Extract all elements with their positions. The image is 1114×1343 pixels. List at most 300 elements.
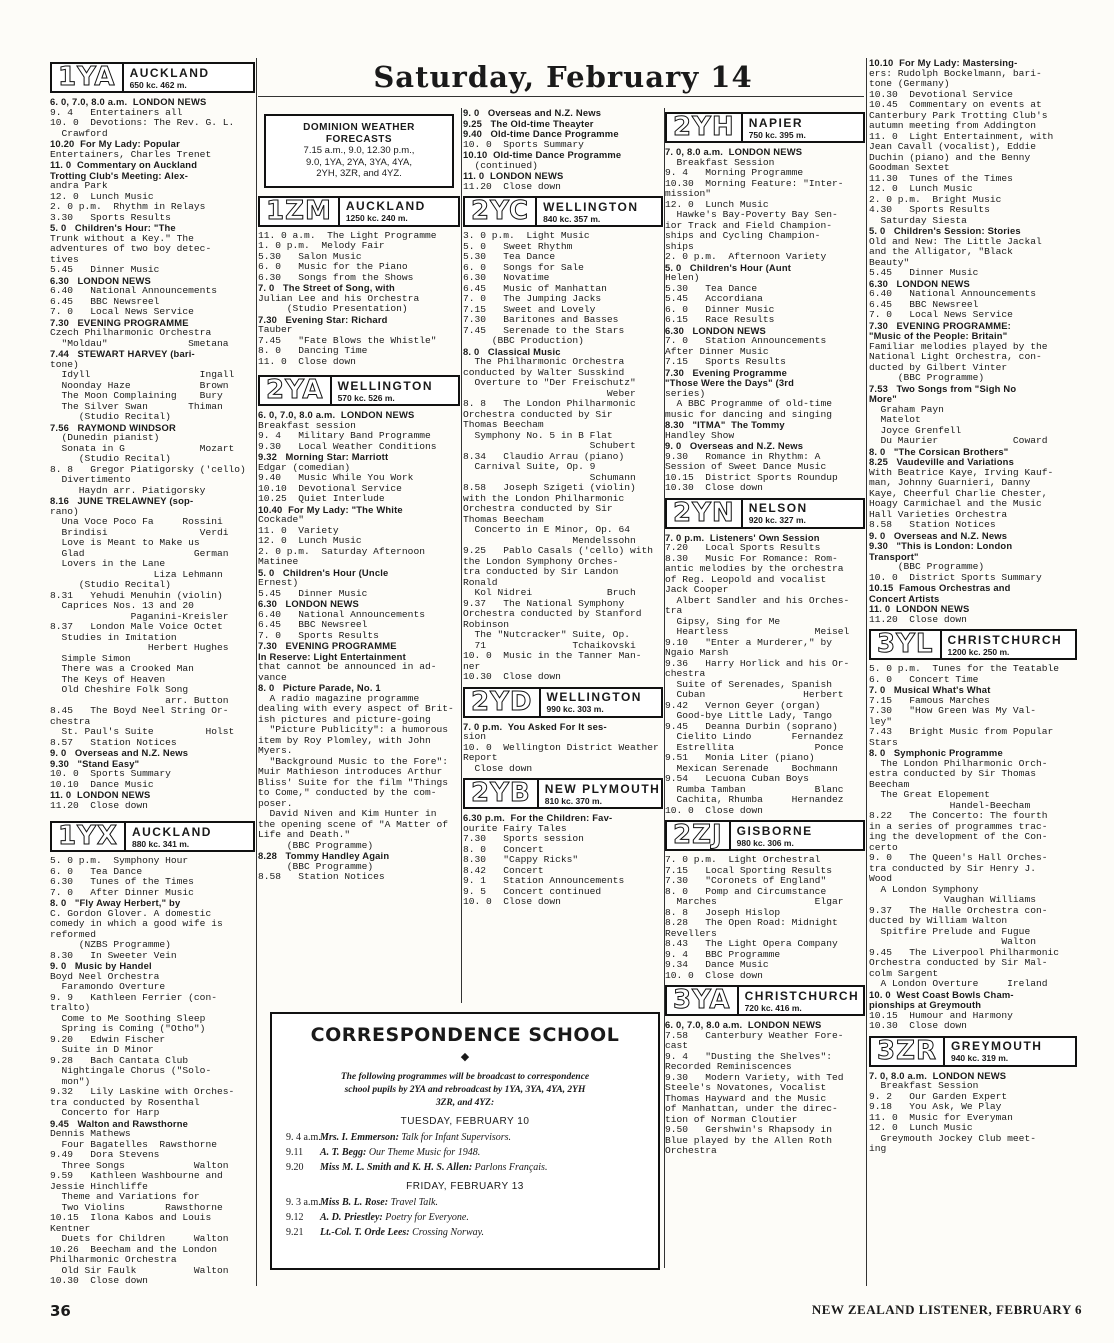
listing-line: 2. 0 p.m. Rhythm in Relays [50,202,206,212]
listing-line: Caprices Nos. 13 and 20 [50,601,194,611]
listing-line: Orchestra conducted by Sir [463,504,613,514]
schedule-2yn [665,533,865,817]
listing-line: Entertainers, Charles Trenet [50,149,212,160]
listing-line: 9.54 Lecuona Cuban Boys [665,774,809,784]
listing-line: (NZBS Programme) [50,940,171,950]
listing-line: 9.30 Local Weather Conditions [258,441,437,452]
station-header-2yd [463,687,663,718]
listing-line: 6. 0, 7.0, 8.0 a.m. LONDON NEWS [665,1020,822,1030]
listing-line: 9.37 The Halle Orchestra con- [869,905,1048,916]
column-5 [869,58,1077,1155]
listing-line: 11.20 Close down [869,614,967,625]
listing-line: tion of Norman Cloutier [665,1114,798,1125]
cs-day-heading: TUESDAY, FEBRUARY 10 [400,1116,530,1127]
listing-line: Philharmonic Orchestra [50,1255,177,1265]
listing-line: 7. 0 Local News Service [869,310,1013,320]
listing-line: 6. 0 Music for the Piano [258,262,408,272]
listing-line: 7.30 "Coronets of England" [665,876,827,886]
listing-line: music for dancing and singing [665,409,832,420]
listing-line: Life and Death." [258,830,351,840]
listing-line: (BBC Production) [463,336,584,346]
listing-line: Marches Elgar [665,897,844,907]
listing-line: 5.30 Tea Dance [463,252,556,262]
station-call-sign: 2YB [465,780,539,807]
listing-line: ers: Rudolph Bockelmann, bari- [869,68,1042,79]
listing-line: vance [258,672,287,683]
listing-line: sion [463,732,487,742]
listing-line: Report [463,753,498,763]
listing-line: The Philharmonic Orchestra [463,357,625,367]
listing-line: 9.25 The Old-time Theayter [463,118,594,129]
listing-line: 8.30 "ITMA" The Tommy [665,420,785,430]
listing-line: 7.53 Two Songs from "Sigh No [869,383,1017,394]
column-1 [50,58,255,1287]
listing-line: Mexican Serenade Bochmann [665,763,838,774]
cs-item-time: 9. 4 a.m. [286,1132,321,1143]
listing-line: autumn meeting from Addington [869,121,1036,131]
listing-line: that cannot be announced in ad- [258,662,437,672]
listing-line: "Picture Publicity": a humorous [258,725,448,735]
listing-line: estra conducted by Sir Thomas [869,769,1036,779]
listing-line: adventures of two boy detec- [50,244,212,254]
cs-item [286,1210,644,1225]
schedule-2yh [665,147,865,494]
listing-line: Hawke's Bay-Poverty Bay Sen- [665,210,838,220]
station-header-2yc [463,196,663,227]
listing-line: 10. 0 Wellington District Weather [463,742,659,753]
listing-line: National Light Orchestra, con- [869,352,1042,362]
listing-line: 8. 0 Concert [463,844,544,855]
listing-line: pionships at Greymouth [869,1000,982,1010]
listing-line: Concerto for Harp [50,1108,160,1118]
listing-line: Suite in D Minor [50,1045,154,1055]
listing-line: 8.58 Joseph Szigeti (violin) [463,483,636,493]
listing-line: 7.15 Famous Marches [869,695,990,706]
listing-line: (Studio Presentation) [258,304,408,314]
listing-line: Handley Show [665,430,735,441]
listing-line: Ernest) [258,578,299,588]
diamond-icon: ◆ [460,1051,470,1063]
listing-line: In Reserve: Light Entertainment [258,651,406,662]
listing-line: 9.30 "Stand Easy" [50,758,140,769]
schedule-2ya-late [463,108,663,192]
listing-line: 7.58 Canterbury Weather Fore- [665,1030,844,1041]
listing-line: Matelot [869,415,921,425]
listing-line: Symphony No. 5 in B Flat [463,430,613,441]
listing-line: 10.45 Commentary on events at [869,100,1042,110]
cs-item-topic: Poetry for Everyone. [382,1212,469,1223]
station-header-3yl [869,629,1077,660]
listing-line: Cielito Lindo Fernandez [665,732,844,742]
listing-line: 8.22 The Concerto: The fourth [869,811,1048,821]
listing-line: 7. 0 The Street of Song, with [258,283,395,293]
listing-line: 9. 0 Music by Handel [50,961,152,971]
listing-line: Myers. [258,746,293,756]
listing-line: 6.30 LONDON NEWS [50,275,152,286]
listing-line: to Come," conducted by the com- [258,788,437,798]
listing-line: A London Overture Ireland [869,979,1048,989]
listing-line: certo [869,842,898,853]
listing-line: (BBC Programme) [869,373,985,383]
listing-line: 9.50 Gershwin's Rhapsody in [665,1125,832,1135]
listing-line: 8.45 The Boyd Neel String Or- [50,706,229,716]
cs-item-topic: Travel Talk. [388,1197,438,1208]
listing-line: 9. 0 Overseas and N.Z. News [50,748,189,758]
schedule-1ya [50,97,255,811]
listing-line: Noonday Haze Brown [50,380,229,391]
listing-line: 7.15 Local Sporting Results [665,865,832,876]
cs-item-speaker: A. D. Priestley: [320,1212,383,1223]
cs-intro-line: The following programmes will be broadcast to correspondence [340,1072,590,1082]
listing-line: 12. 0 Lunch Music [258,536,362,546]
listing-line: Handel-Beecham [869,800,1031,811]
listing-line: Beauty" [869,257,910,268]
listing-line: 6. 0 Dinner Music [665,304,775,315]
listing-line: 10.10 Old-time Dance Programme [463,150,622,160]
listing-line: 9. 5 Concert continued [463,886,602,897]
listing-line: Kol Nidrei Bruch [463,588,636,598]
station-city: WELLINGTON [546,690,642,704]
listing-line: 7.30 Evening Programme [665,367,788,378]
listing-line: 9. 4 "Dusting the Shelves": [665,1051,832,1062]
station-city: AUCKLAND [129,65,210,80]
listing-line: Glad German [50,548,229,559]
station-header-2yb [463,778,663,809]
listing-line: 9.49 Dora Stevens [50,1150,160,1160]
station-city: WELLINGTON [337,378,433,393]
listing-line: Beecham [869,779,910,790]
listing-line: Duchin (piano) and the Benny [869,152,1031,163]
cs-item-topic: Crossing Norway. [409,1227,484,1238]
listing-line: Ngaio Marsh [665,648,729,658]
listing-line: Idyll Ingall [50,370,235,380]
cs-item-topic: Parlons Français. [472,1162,548,1173]
listing-line: 9.25 Pablo Casals ('cello) with [463,546,653,556]
listing-line: 10.30 Close down [50,1276,148,1286]
listing-line: 5.30 Tea Dance [665,283,758,294]
listing-line: (BBC Programme) [258,840,374,851]
cs-item-time: 9.12 [286,1212,304,1223]
listing-line: Schumann [463,472,636,483]
listing-line: 9. 9 Kathleen Ferrier (con- [50,992,217,1003]
listing-line: Thomas Hayward and the Music [665,1093,827,1104]
listing-line: 8.31 Yehudi Menuhin (violin) [50,590,223,601]
listing-line: The Silver Swan Thiman [50,401,223,412]
listing-line: 9. 0 Overseas and N.Z. News [869,530,1008,541]
listing-line: Helen) [665,273,700,283]
listing-line: antic melodies by the orchestra [665,564,844,574]
listing-line: Trunk without a Key." The [50,233,194,244]
listing-line: in a series of programmes trac- [869,821,1048,832]
schedule-1yx [50,856,255,1287]
listing-line: tra [665,606,683,616]
listing-line: 9. 4 Entertainers all [50,107,183,118]
listing-line: 8. 8 Joseph Hislop [665,907,781,918]
cs-intro [286,1071,644,1110]
listing-line: Orchestra conducted by Sir Mal- [869,958,1048,968]
listing-line: 8.43 The Light Opera Company [665,939,838,949]
listing-line: Goodman Sextet [869,163,950,173]
listing-line: Concerto in E Minor, Op. 64 [463,525,630,535]
listing-line: 8.30 Music For Romance: Rom- [665,553,838,564]
listing-line: The Moon Complaining Bury [50,391,223,401]
listing-line: the London Symphony Orches- [463,556,619,567]
station-call-sign: 2YD [465,689,541,716]
listing-line: With Beatrice Kaye, Irving Kauf- [869,467,1054,478]
listing-line: 8. 0 Symphonic Programme [869,748,1003,758]
listing-line: More" [869,394,897,404]
listing-line: 9.40 Music While You Work [258,473,414,483]
listing-line: Overture to "Der Freischutz" [463,378,636,388]
listing-line: 7. 0, 8.0 a.m. LONDON NEWS [665,147,803,157]
station-header-2zj [665,820,865,851]
listing-line: man, Johnny Guarnieri, Danny [869,478,1031,488]
listing-line: 10. 0 Sports Summary [50,769,171,779]
cs-day1-list [286,1130,644,1175]
weather-times: 9.0, 1YA, 2YA, 3YA, 4YA, [306,156,412,168]
page-title: Saturday, February 14 [373,60,753,94]
listing-line: 7.30 EVENING PROGRAMME [50,317,189,328]
cs-item-speaker: Lt.-Col. T. Orde Lees: [320,1227,410,1238]
listing-line: 6.30 Tunes of the Times [50,877,194,887]
listing-line: 10. 0 Close down [665,970,763,981]
listing-line: ships and Cycling Champion- [665,231,821,241]
listing-line: 9.32 Morning Star: Marriott [258,452,389,462]
listing-line: tra conducted by Rosenthal [50,1097,200,1108]
listing-line: 2. 0 p.m. Saturday Afternoon [258,546,425,557]
listing-line: St. Paul's Suite Holst [50,727,235,737]
schedule-2ya [258,410,460,883]
listing-line: 7. 0 The Jumping Jacks [463,294,602,304]
listing-line: Canterbury Park Trotting Club's [869,110,1048,121]
listing-line: 8. 8 The London Philharmonic [463,399,636,409]
station-city: GREYMOUTH [950,1039,1043,1053]
listing-line: (Studio Recital) [50,580,171,590]
listing-line: Breakfast Session [869,1081,979,1091]
listing-line: "Moldau" Smetana [50,338,229,349]
listing-line: 11. 0 Commentary on Auckland [50,160,198,170]
listing-line: 11. 0 Light Entertainment, with [869,131,1054,142]
listing-line: 8.34 Claudio Arrau (piano) [463,451,625,462]
listing-line: ourite Fairy Tales [463,823,567,834]
listing-line: colm Sargent [869,968,939,979]
listing-line: Come to Me Soothing Sleep [50,1013,206,1024]
station-call-sign: 1ZM [260,198,340,225]
listing-line: 9. 0 The Queen's Hall Orches- [869,853,1048,863]
cs-item-speaker: Miss M. L. Smith and K. H. S. Allen: [320,1162,473,1173]
listing-line: of Manhattan, under the direc- [665,1104,838,1114]
schedule-3zr [869,1071,1077,1155]
listing-line: Du Maurier Coward [869,436,1048,446]
listing-line: 8. 0 Pomp and Circumstance [665,886,827,897]
listing-line: (Studio Recital) [50,412,171,422]
listing-line: mission" [665,189,712,199]
cs-day-heading: FRIDAY, FEBRUARY 13 [406,1181,524,1192]
station-frequency: 650 kc. 462 m. [129,79,187,90]
listing-line: 9. 0 Overseas and N.Z. News [665,441,804,451]
listing-line: Weber [463,388,636,399]
station-header-2ya [258,375,460,406]
listing-line: 8.37 London Male Voice Octet [50,622,223,632]
listing-line: 12. 0 Lunch Music [665,199,769,210]
schedule-3ya-cont [869,58,1077,625]
listing-line: 7. 0 p.m. Listeners' Own Session [665,532,820,543]
station-header-3zr [869,1036,1077,1067]
column-rule [256,58,257,1286]
listing-line: Duets for Children Walton [50,1234,229,1244]
listing-line: mon") [50,1076,91,1087]
listing-line: (Dunedin pianist) [50,433,160,443]
listing-line: 10. 0 Devotions: The Rev. G. L. [50,118,235,128]
listing-line: 7.44 STEWART HARVEY (bari- [50,349,195,359]
listing-line: 6. 0 Concert Time [869,674,979,685]
cs-item-speaker: A. T. Begg: [320,1147,367,1158]
station-call-sign: 2YH [667,114,743,141]
listing-line: 10.10 Dance Music [50,779,154,790]
listing-line: 6.30 p.m. For the Children: Fav- [463,813,613,823]
listing-line: Robinson [463,619,510,630]
listing-line: Orchestra [665,1146,717,1156]
listing-line: 7. 0 Musical What's What [869,685,991,695]
schedule-2yc [463,231,663,683]
listing-line: ing [869,1144,887,1154]
listing-line: (BBC Programme) [869,562,985,572]
cs-intro-line: school pupils by 2YA and rebroadcast by 1YA, 3YA, 4YA, 2YH [344,1085,586,1095]
listing-line: 11. 0 LONDON NEWS [50,790,151,800]
listing-line: tralto) [50,1003,91,1013]
listing-line: Jack Cooper [665,585,729,595]
listing-line: chestra [665,669,706,679]
listing-line: ner [463,661,481,672]
listing-line: 71 Tchaikovski [463,640,636,651]
listing-line: Paganini-Kreisler [50,611,229,622]
cs-day2-list [286,1195,644,1240]
listing-line: 7. 0 Station Announcements [665,336,827,346]
listing-line: Hall Varieties Orchestra [869,509,1008,520]
column-2 [258,108,460,883]
listing-line: 11.30 Tunes of the Times [869,173,1013,184]
listing-line: Dennis Mathews [50,1129,131,1139]
schedule-2zj [665,855,865,981]
listing-line: 9.42 Vernon Geyer (organ) [665,700,821,711]
listing-line: 8. 0 "The Corsican Brothers" [869,446,1009,457]
listing-line: 6. 0, 7.0, 8.0 a.m. LONDON NEWS [50,97,207,107]
listing-line: Faramondo Overture [50,982,166,992]
listing-line: 8.57 Station Notices [50,737,177,748]
listing-line: tone (Germany) [869,79,950,89]
station-call-sign: 2ZJ [667,822,731,849]
listing-line: 10.15 Ilona Kabos and Louis [50,1213,212,1223]
listing-line: "Music of the People: Britain" [869,331,1008,341]
schedule-1zm [258,231,460,368]
listing-line: 9.30 Modern Variety, with Ted [665,1072,844,1083]
listing-line: 5. 0 p.m. Tunes for the Teatable [869,664,1059,674]
page-number: 36 [50,1302,71,1320]
listing-line: arr. Button [50,695,229,706]
station-call-sign: 3YL [871,631,942,658]
listing-line: 9.10 "Enter a Murderer," by [665,637,832,648]
listing-line: 7.30 Sports session [463,834,584,844]
listing-line: Four Bagatelles Rawsthorne [50,1139,217,1150]
listing-line: Two Violins Rawsthorne [50,1202,223,1213]
listing-line: 8.42 Concert [463,865,544,876]
listing-line: Cachita, Rhumba Hernandez [665,795,844,805]
listing-line: 7.30 Baritones and Basses [463,315,619,325]
listing-line: andra Park [50,181,108,191]
listing-line: 9. 1 Station Announcements [463,876,625,886]
listing-line: Old and New: The Little Jackal [869,236,1042,247]
listing-line: tra conducted by Sir Henry J. [869,863,1036,874]
listing-line: Brindisi Verdi [50,527,229,538]
listing-line: 8. 8 Gregor Piatigorsky ('cello) [50,464,246,475]
listing-line: Schubert [463,441,636,451]
listing-line: of Reg. Leopold and vocalist [665,574,827,585]
listing-line: 9.34 Dance Music [665,960,769,970]
listing-line: Rumba Tamban Blanc [665,784,844,795]
listing-line: 8.58 Station Notices [258,872,385,882]
listing-line: Gipsy, Sing for Me [665,616,781,627]
listing-line: "Background Music to the Fore": [258,756,448,767]
listing-line: 9.32 Lily Laskine with Orches- [50,1087,235,1097]
listing-line: 9.40 Old-time Dance Programme [463,129,619,139]
listing-line: conducted by Walter Susskind [463,367,625,378]
listing-line: 11.20 Close down [50,800,148,811]
listing-line: Walton [869,937,1036,947]
listing-line: 11. 0 Close down [258,356,356,367]
schedule-2yd [463,722,663,775]
listing-line: 10. 0 Sports Summary [463,139,584,150]
listing-line: 6.45 Music of Manhattan [463,283,607,294]
listing-line: Crawford [50,128,108,139]
listing-line: The "Nutcracker" Suite, Op. [463,630,630,640]
listing-line: Julian Lee and his Orchestra [258,293,420,304]
listing-line: A London Symphony [869,884,979,895]
listing-line: Czech Philharmonic Orchestra [50,328,212,338]
station-city: CHRISTCHURCH [947,632,1063,647]
listing-line: Studies in Imitation [50,632,177,643]
listing-line: The Great Elopement [869,790,990,800]
listing-line: 10.15 Humour and Harmony [869,1010,1013,1021]
listing-line: Trotting Club's Meeting: Alex- [50,170,189,181]
listing-line: 10.15 Famous Orchestras and [869,583,1011,593]
listing-line: 9.37 The National Symphony [463,598,625,609]
listing-line: The London Philharmonic Orch- [869,758,1048,769]
listing-line: After Dinner Music [665,346,769,357]
cs-item-time: 9. 3 a.m. [286,1197,321,1208]
listing-line: 6.45 BBC Newsreel [50,296,160,307]
listing-line: Blue played by the Allen Roth [665,1135,832,1146]
listing-line: Jean Cavall (vocalist), Eddie [869,142,1036,152]
listing-line: 7.45 "Fate Blows the Whistle" [258,335,437,346]
listing-line: Breakfast Session [665,157,775,168]
listing-line: (continued) [463,160,538,171]
station-city: WELLINGTON [543,199,639,214]
listing-line: 7.20 Local Sports Results [665,543,821,553]
listing-line: Tauber [258,325,293,335]
station-frequency: 720 kc. 416 m. [744,1002,802,1013]
listing-line: 9.45 The Liverpool Philharmonic [869,947,1059,958]
listing-line: Kentner [50,1223,91,1234]
listing-line: 9.51 Monia Liter (piano) [665,753,815,763]
listing-line: 9.36 Harry Horlick and his Or- [665,658,850,669]
listing-line: 10. 0 Close down [665,805,763,816]
listing-line: Nightingale Chorus ("Solo- [50,1066,212,1076]
listing-line: 10.30 Devotional Service [869,89,1013,100]
listing-line: 6.40 National Announcements [869,289,1036,299]
listing-line: Thomas Beecham [463,420,544,430]
listing-line: 9.30 Romance in Rhythm: A [665,451,821,462]
listing-line: 10.10 Devotional Service [258,483,402,494]
